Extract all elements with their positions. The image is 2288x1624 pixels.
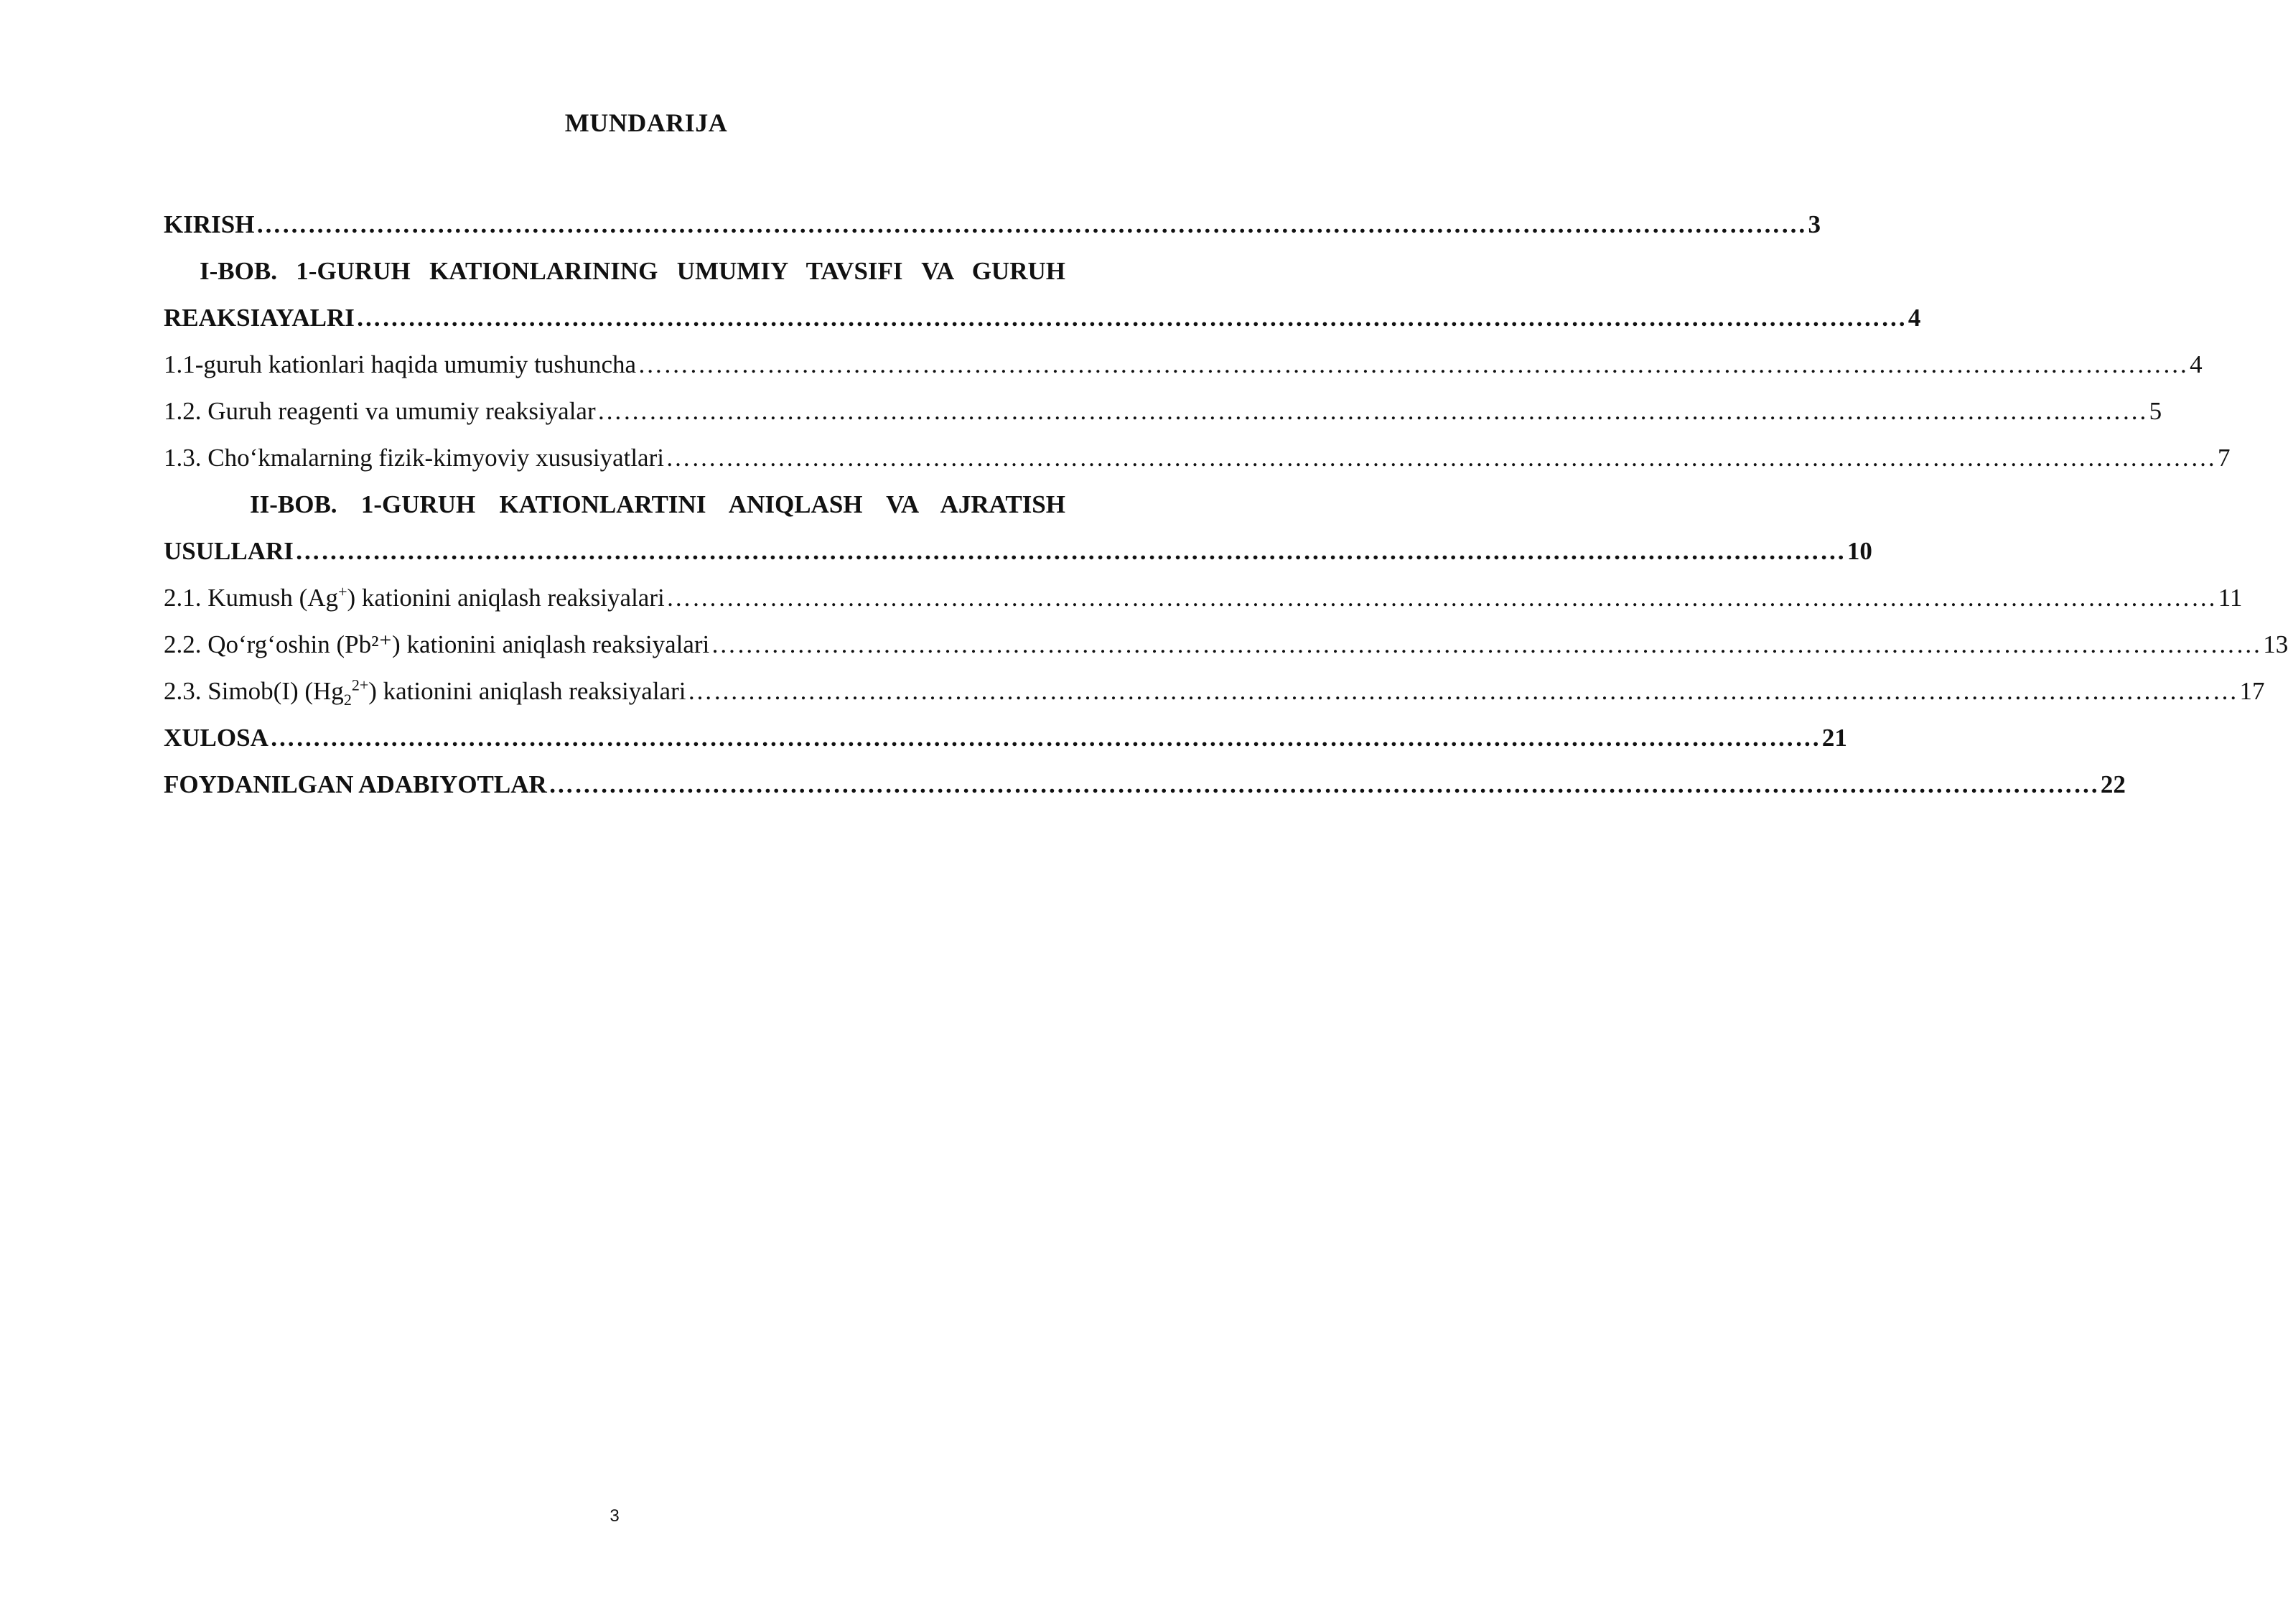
toc-label xyxy=(164,668,686,714)
toc-label: KIRISH xyxy=(164,210,255,238)
toc-label: XULOSA xyxy=(164,724,269,752)
toc-entry-section-2-2[interactable] xyxy=(164,621,2288,668)
toc-page-number: 7 xyxy=(2217,444,2231,472)
toc-page-number: 22 xyxy=(2100,770,2126,798)
toc-page-number: 5 xyxy=(2149,397,2162,425)
toc-entry-chapter2[interactable] xyxy=(164,528,1872,574)
toc-leader-dots: ……………………………………………………………………………………………………………………………………………………………… xyxy=(256,210,1807,238)
toc-label-prefix: 2.3. Simob(I) (Hg xyxy=(164,677,344,705)
toc-leader-dots: ……………………………………………………………………………………………………………………………………………………………… xyxy=(355,304,1907,332)
toc-label-prefix: 2.1. Kumush (Ag xyxy=(164,584,339,612)
toc-label xyxy=(164,574,665,621)
toc-page-number: 4 xyxy=(1908,304,1921,332)
charge-superscript: + xyxy=(338,582,347,601)
index-subscript: 2 xyxy=(343,691,352,709)
toc-label: REAKSIAYALRI xyxy=(164,304,355,332)
toc-leader-dots: ……………………………………………………………………………………………………………………………………………………………… xyxy=(638,350,2189,378)
toc-leader-dots: ……………………………………………………………………………………………………………………………………………………………… xyxy=(665,444,2216,472)
toc-entry-adabiyotlar[interactable] xyxy=(164,761,2126,808)
toc-page-number: 3 xyxy=(1808,210,1821,238)
toc-page-number: 4 xyxy=(2190,350,2203,378)
toc-entry-section-1-3[interactable] xyxy=(164,434,2231,481)
charge-superscript: 2+ xyxy=(351,676,369,694)
toc-entry-chapter2-heading[interactable]: II-BOB. 1-GURUH KATIONLARTINI ANIQLASH VA AJRATISH xyxy=(250,490,1065,518)
page-number-footer: 3 xyxy=(610,1506,620,1526)
toc-entry-kirish[interactable] xyxy=(164,201,1821,248)
toc-label: 2.2. Qo‘rg‘oshin (Pb²⁺) kationini aniqlash reaksiyalari xyxy=(164,630,710,658)
toc-label: 1.3. Cho‘kmalarning fizik-kimyoviy xususiyatlari xyxy=(164,444,664,472)
toc-page-number: 13 xyxy=(2263,630,2288,658)
toc-label: USULLARI xyxy=(164,537,294,565)
page-title: MUNDARIJA xyxy=(564,108,728,137)
toc-label: 1.1-guruh kationlari haqida umumiy tushuncha xyxy=(164,350,637,378)
toc-entry-chapter1-heading[interactable]: I-BOB. 1-GURUH KATIONLARINING UMUMIY TAVSIFI VA GURUH xyxy=(200,257,1065,285)
toc-entry-xulosa[interactable] xyxy=(164,714,1847,761)
toc-leader-dots: ……………………………………………………………………………………………………………………………………………………………… xyxy=(548,770,2099,798)
toc-leader-dots: ……………………………………………………………………………………………………………………………………………………………… xyxy=(294,537,1846,565)
toc-label: 1.2. Guruh reagenti va umumiy reaksiyalar xyxy=(164,397,596,425)
toc-leader-dots: ……………………………………………………………………………………………………………………………………………………………… xyxy=(711,630,2262,658)
toc-entry-section-2-3[interactable] xyxy=(164,668,2265,714)
toc-leader-dots: ……………………………………………………………………………………………………………………………………………………………… xyxy=(269,724,1821,752)
toc-entry-section-2-1[interactable] xyxy=(164,574,2243,621)
toc-leader-dots: ……………………………………………………………………………………………………………………………………………………………… xyxy=(666,584,2217,612)
toc-entry-chapter1[interactable] xyxy=(164,294,1921,341)
toc-label-suffix: ) kationini aniqlash reaksiyalari xyxy=(368,677,686,705)
table-of-contents xyxy=(164,201,2288,808)
toc-page-number: 17 xyxy=(2239,677,2265,705)
toc-entry-section-1-2[interactable] xyxy=(164,388,2162,434)
toc-page-number: 21 xyxy=(1821,724,1847,752)
toc-leader-dots: ……………………………………………………………………………………………………………………………………………………………… xyxy=(687,677,2238,705)
toc-entry-section-1-1[interactable] xyxy=(164,341,2203,388)
toc-label: FOYDANILGAN ADABIYOTLAR xyxy=(164,770,547,798)
toc-leader-dots: ……………………………………………………………………………………………………………………………………………………………… xyxy=(597,397,2148,425)
toc-page-number: 10 xyxy=(1846,537,1872,565)
toc-page-number: 11 xyxy=(2218,584,2243,612)
toc-label-suffix: ) kationini aniqlash reaksiyalari xyxy=(347,584,665,612)
